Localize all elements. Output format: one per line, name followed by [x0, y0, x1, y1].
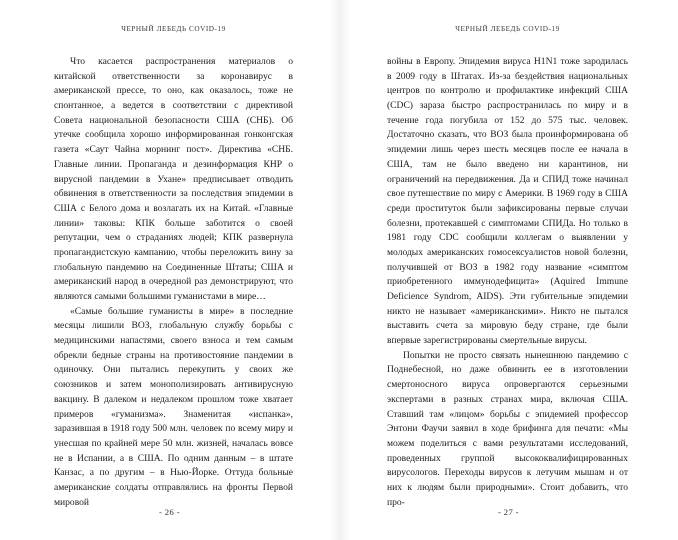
running-head-left: ЧЕРНЫЙ ЛЕБЕДЬ COVID-19 — [121, 25, 226, 33]
page-number-left: - 26 - — [158, 507, 180, 517]
paragraph: войны в Европу. Эпидемия вируса H1N1 тоже зародилась в 2009 году в Штатах. Из-за бездействия национальных центров по контролю и профилактике инфекций США (CDC) зараза быстро распространилась по миру и в течение года погубила от 152 до 575 тыс. человек. Достаточно сказать, что ВОЗ была проинформирована об эпидемии лишь через шесть месяцев после ее начала в США, там не было введено ни карантинов, ни ограничений на передвижения. Да и СПИД тоже начинал свое путешествие по миру с Америки. В 1969 году в США среди проституток были зафиксированы первые случаи болезни, протекавшей с симптомами СПИДа. Но только в 1981 году CDC сообщили коллегам о выявлении у молодых американских гомосексуалистов новой болезни, получившей от ВОЗ в 1982 году название «симптом приобретенного иммунодефицита» (Aquired Immune Deficience Syndrom, AIDS). Эти губительные эпидемии никто не называет «американскими». Никто не пытался выставить счета за мировую беду стране, где были впервые зарегистрированы смертельные вирусы. — [387, 56, 628, 347]
paragraph: Что касается распространения материалов о китайской ответственности за коронавирус в американской прессе, то оно, как оказалось, тоже не спонтанное, а ведется в соответствии с директивой Совета национальной безопасности США (СНБ). Об утечке сообщила хорошо информированная гонконгская газета «Саут Чайна морнинг пост». Директива «СНБ. Главные линии. Пропаганда и дезинформация КНР о вирусной пандемии в Ухане» предписывает отводить обвинения в ответственности за последствия эпидемии в США с Белого дома и возлагать их на Китай. «Главные линии» таковы: КПК больше заботится о своей репутации, чем о страданиях людей; КПК развернула пропагандистскую кампанию, чтобы переложить вину за глобальную пандемию на Соединенные Штаты; США и американский народ в очередной раз демонстрируют, что являются самыми большими гуманистами в мире… — [54, 56, 293, 302]
paragraph: «Самые большие гуманисты в мире» в последние месяцы лишили ВОЗ, глобальную службу борьбы с медицинскими напастями, своего взноса и тем самым обрекли бедные страны на противостояние пандемии в одиночку. Они пытались перекупить у своих же союзников и затем монополизировать антивирусную вакцину. В далеком и недалеком прошлом тоже хватает примеров «гуманизма». Знаменитая «испанка», заразившая в 1918 году 500 млн. человек по всему миру и унесшая по крайней мере 50 млн. жизней, началась вовсе не в Испании, а в США. По одним данным – в штате Канзас, а по другим – в Нью-Йорке. Оттуда больные американские солдаты отправлялись на фронты Первой мировой — [54, 305, 293, 508]
paragraph: Попытки не просто связать нынешнюю пандемию с Поднебесной, но даже обвинить ее в изготовлении смертоносного вируса опровергаются серьезными экспертами в разных странах мира, включая США. Ставший там «лицом» борьбы с эпидемией профессор Энтони Фаучи заявил в ходе брифинга для печати: «Мы можем поделиться с вами результатами исследований, проведенных группой высококвалифицированных вирусологов. Переходы вирусов к летучим мышам и от них к людям были природными». Стоит добавить, что про- — [387, 349, 628, 508]
page-right — [339, 0, 678, 540]
body-text-right — [387, 33, 628, 510]
body-text-left — [54, 33, 293, 510]
running-head-right: ЧЕРНЫЙ ЛЕБЕДЬ COVID-19 — [455, 25, 560, 33]
page-number-right: - 27 - — [497, 507, 519, 517]
